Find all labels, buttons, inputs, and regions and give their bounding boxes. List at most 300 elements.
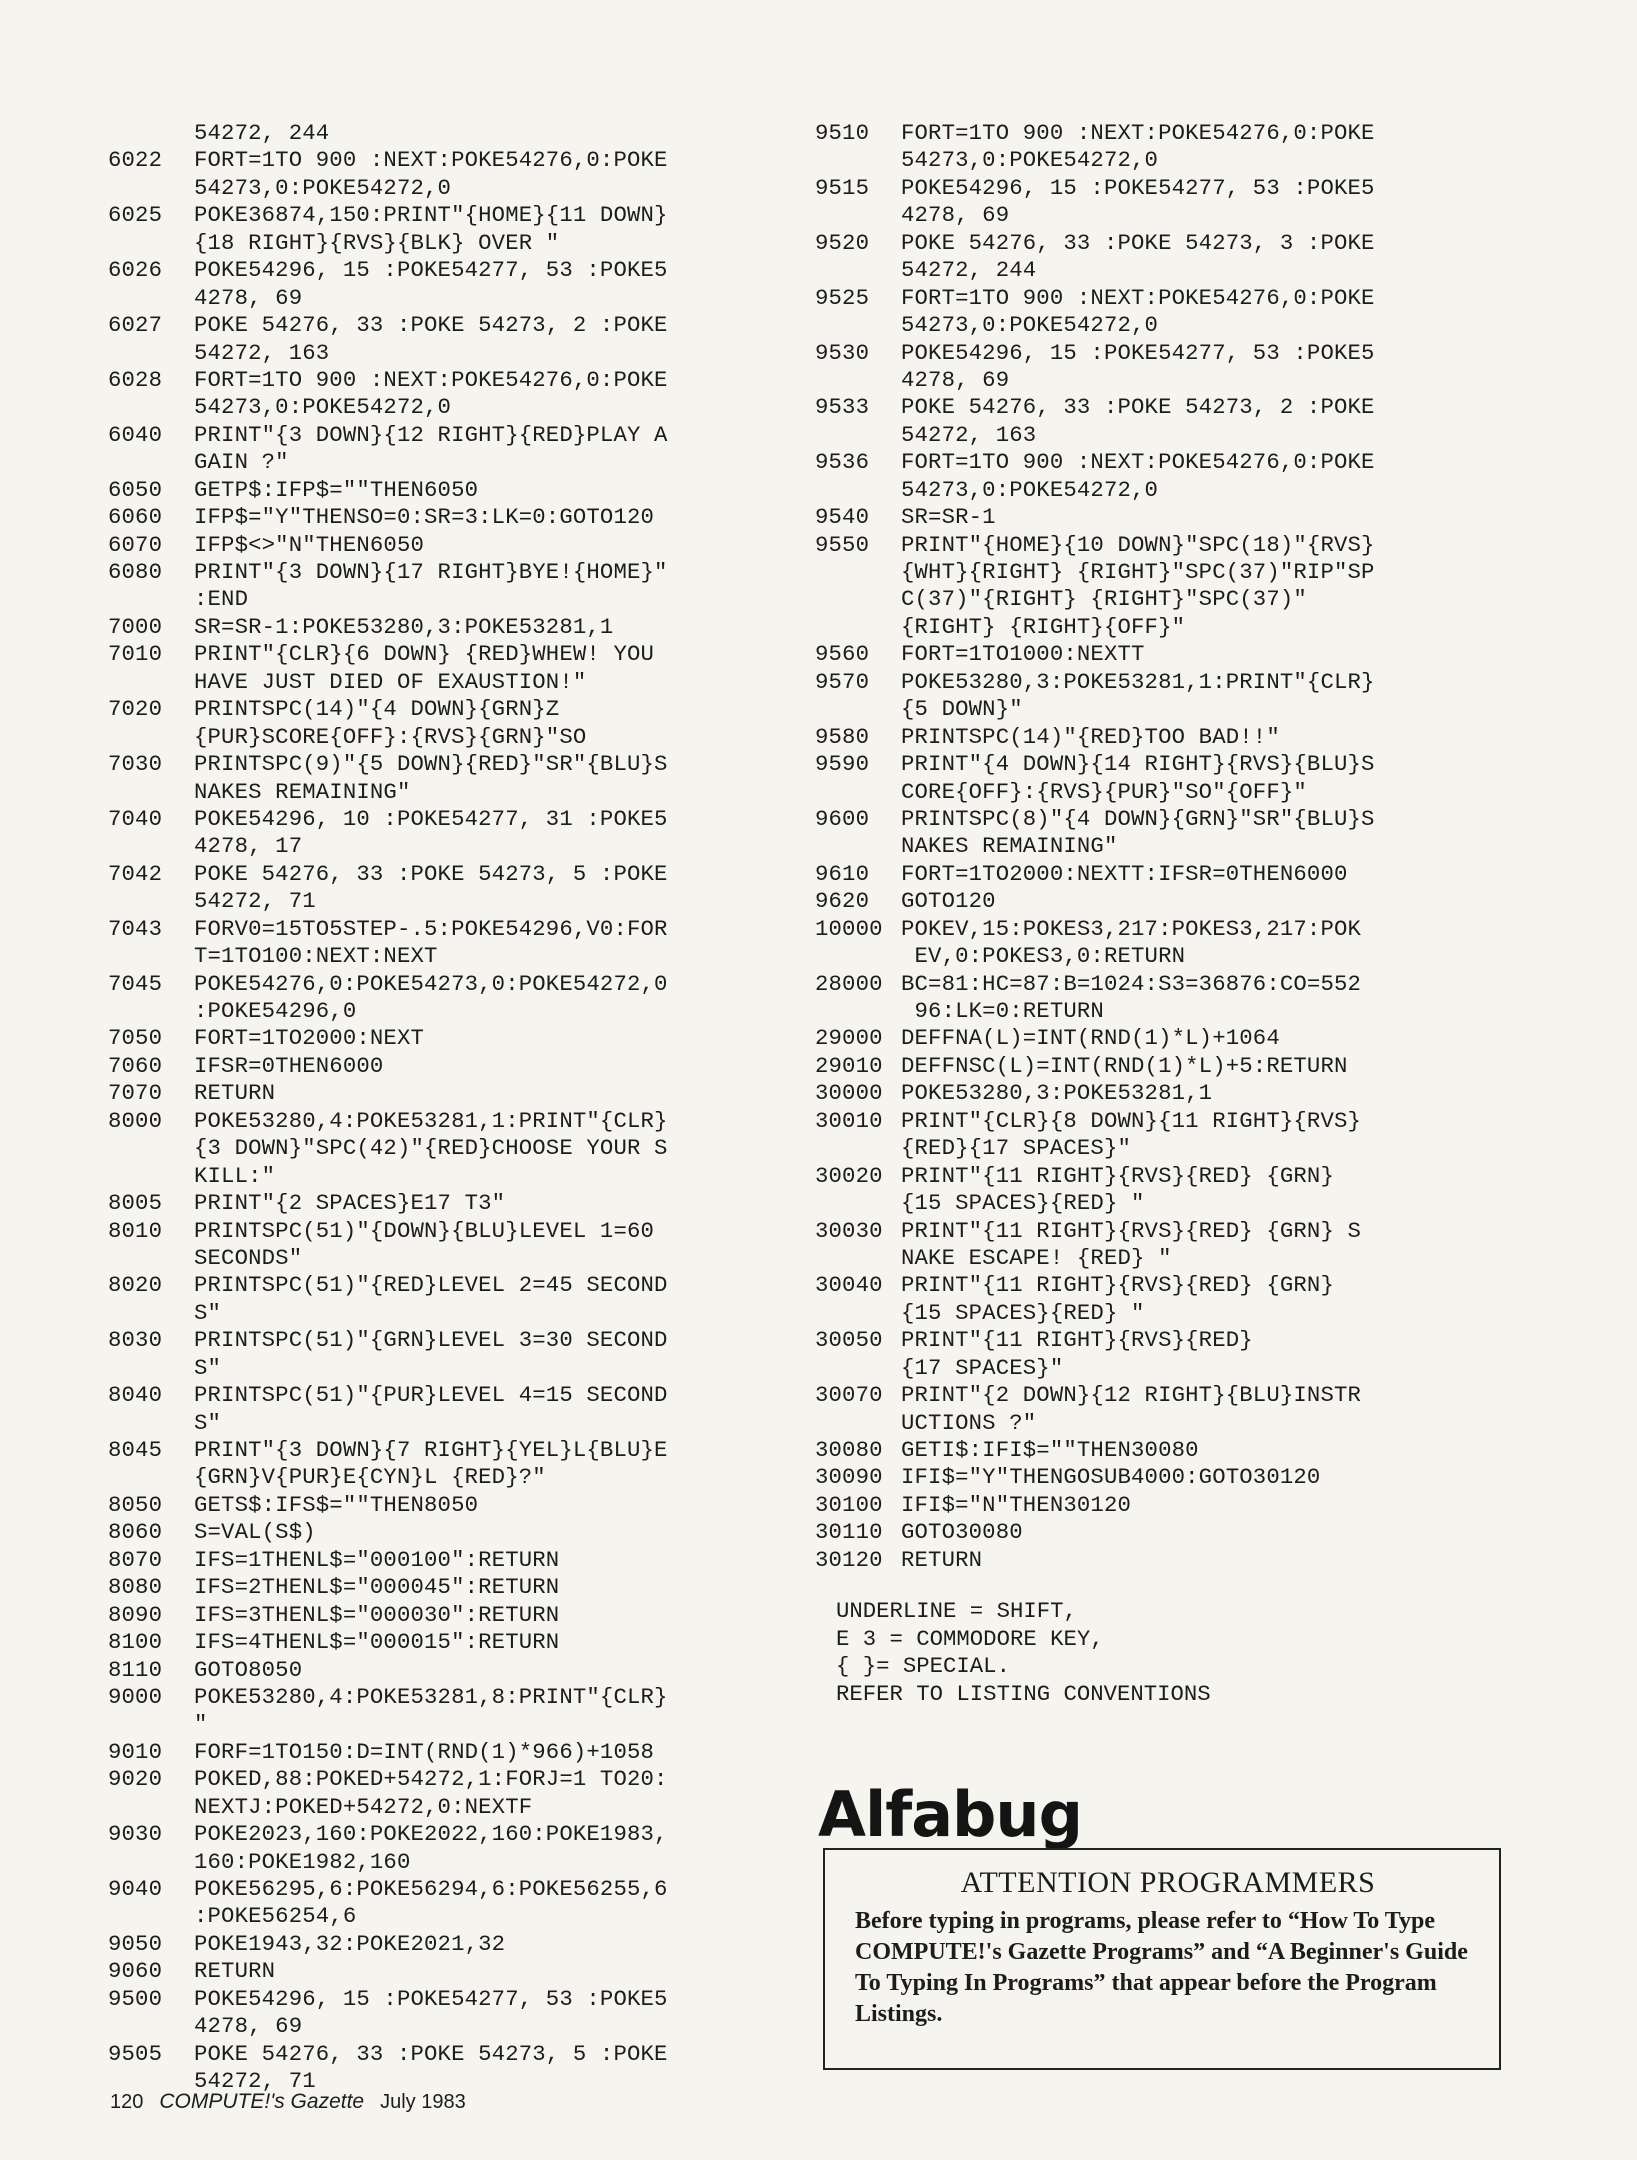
code-text: 4278, 69 <box>901 366 1010 393</box>
line-number <box>108 1794 194 1821</box>
line-number <box>815 614 901 641</box>
code-line <box>108 641 768 668</box>
code-line <box>815 1163 1495 1190</box>
code-text: POKE 54276, 33 :POKE 54273, 2 :POKE <box>194 312 668 339</box>
code-line <box>108 1876 768 1903</box>
code-text: {15 SPACES}{RED} " <box>901 1299 1145 1326</box>
code-line <box>815 312 1495 339</box>
code-text: FORT=1TO 900 :NEXT:POKE54276,0:POKE <box>194 147 668 174</box>
line-number <box>108 669 194 696</box>
line-number: 9505 <box>108 2040 163 2067</box>
code-text: PRINT"{11 RIGHT}{RVS}{RED} {GRN} <box>901 1162 1334 1189</box>
code-line <box>815 1519 1495 1546</box>
legend-line: REFER TO LISTING CONVENTIONS <box>836 1680 1211 1707</box>
code-line <box>108 1739 768 1766</box>
code-text: POKE56295,6:POKE56294,6:POKE56255,6 <box>194 1876 668 1902</box>
line-number <box>815 1190 901 1217</box>
code-line <box>108 751 768 778</box>
code-line <box>108 696 768 723</box>
code-line <box>815 394 1495 421</box>
code-line <box>108 1163 768 1190</box>
code-line <box>108 861 768 888</box>
line-number: 8040 <box>108 1382 163 1409</box>
code-line <box>815 1410 1495 1437</box>
line-number: 6026 <box>108 257 163 284</box>
line-number: 7060 <box>108 1052 163 1079</box>
code-text: PRINT"{CLR}{8 DOWN}{11 RIGHT}{RVS} <box>901 1107 1362 1134</box>
line-number <box>815 1300 901 1327</box>
code-line <box>815 861 1495 888</box>
code-line <box>108 1657 768 1684</box>
code-text: IFI$="N"THEN30120 <box>901 1491 1132 1518</box>
code-line <box>108 833 768 860</box>
line-number: 30090 <box>815 1464 883 1491</box>
code-text: GAIN ?" <box>194 449 289 476</box>
line-number: 7030 <box>108 751 163 778</box>
line-number: 6028 <box>108 366 163 393</box>
section-title: Alfabug <box>818 1778 1082 1851</box>
code-text: S=VAL(S$) <box>194 1519 316 1546</box>
code-text: POKED,88:POKED+54272,1:FORJ=1 TO20: <box>194 1766 668 1793</box>
code-text: 4278, 69 <box>901 202 1010 229</box>
line-number: 29000 <box>815 1025 883 1052</box>
code-line <box>815 367 1495 394</box>
line-number: 30120 <box>815 1546 883 1573</box>
code-line <box>815 1437 1495 1464</box>
code-line <box>815 559 1495 586</box>
line-number: 8090 <box>108 1601 163 1628</box>
code-text: SR=SR-1:POKE53280,3:POKE53281,1 <box>194 613 614 640</box>
code-text: 54272, 71 <box>194 2068 316 2095</box>
code-text: IFS=4THENL$="000015":RETURN <box>194 1629 560 1656</box>
code-line <box>108 1025 768 1052</box>
line-number: 30000 <box>815 1080 883 1107</box>
line-number <box>815 998 901 1025</box>
line-number: 6070 <box>108 531 163 558</box>
code-line <box>815 1300 1495 1327</box>
code-line <box>108 998 768 1025</box>
code-text: {3 DOWN}"SPC(42)"{RED}CHOOSE YOUR S <box>194 1135 668 1162</box>
code-line <box>108 1300 768 1327</box>
code-text: PRINT"{3 DOWN}{12 RIGHT}{RED}PLAY A <box>194 421 668 448</box>
code-text: FORT=1TO 900 :NEXT:POKE54276,0:POKE <box>901 120 1375 146</box>
code-line <box>108 1108 768 1135</box>
code-text: FORT=1TO 900 :NEXT:POKE54276,0:POKE <box>901 284 1375 311</box>
code-line <box>108 1382 768 1409</box>
code-text: 54272, 244 <box>901 257 1037 284</box>
code-text: PRINT"{11 RIGHT}{RVS}{RED} {GRN} <box>901 1272 1334 1299</box>
line-number: 7070 <box>108 1080 163 1107</box>
code-text: {GRN}V{PUR}E{CYN}L {RED}?" <box>194 1464 546 1491</box>
code-line <box>108 257 768 284</box>
code-text: 160:POKE1982,160 <box>194 1848 411 1875</box>
code-text: NAKE ESCAPE! {RED} " <box>901 1244 1172 1271</box>
line-number <box>108 1163 194 1190</box>
line-number: 8000 <box>108 1107 163 1134</box>
page-footer <box>110 2090 466 2114</box>
code-text: 4278, 69 <box>194 284 303 311</box>
code-text: IFP$="Y"THENSO=0:SR=3:LK=0:GOTO120 <box>194 504 655 531</box>
line-number <box>108 1135 194 1162</box>
code-line <box>108 394 768 421</box>
line-number: 30070 <box>815 1382 883 1409</box>
line-number <box>108 943 194 970</box>
line-number <box>815 147 901 174</box>
code-text: :POKE56254,6 <box>194 1903 357 1930</box>
code-text: S" <box>194 1299 222 1326</box>
line-number: 6080 <box>108 559 163 585</box>
code-line <box>108 586 768 613</box>
code-line <box>108 312 768 339</box>
code-line <box>815 779 1495 806</box>
code-line <box>815 175 1495 202</box>
code-text: PRINTSPC(9)"{5 DOWN}{RED}"SR"{BLU}S <box>194 751 668 778</box>
code-line <box>815 202 1495 229</box>
code-text: 54272, 163 <box>901 421 1037 448</box>
code-text: PRINTSPC(8)"{4 DOWN}{GRN}"SR"{BLU}S <box>901 805 1375 832</box>
code-line <box>108 943 768 970</box>
line-number <box>108 175 194 202</box>
code-line <box>108 669 768 696</box>
line-number: 30100 <box>815 1491 883 1518</box>
code-line <box>815 1382 1495 1409</box>
line-number: 7042 <box>108 860 163 887</box>
code-text: POKE54296, 10 :POKE54277, 31 :POKE5 <box>194 805 668 832</box>
code-line <box>108 367 768 394</box>
page-number: 120 <box>110 2091 144 2113</box>
line-number <box>108 1464 194 1491</box>
code-line <box>815 696 1495 723</box>
code-text: S" <box>194 1354 222 1381</box>
line-number <box>815 943 901 970</box>
line-number: 8110 <box>108 1656 163 1683</box>
line-number <box>108 449 194 476</box>
code-text: 54272, 163 <box>194 339 330 366</box>
code-line <box>108 2041 768 2068</box>
line-number: 8010 <box>108 1217 163 1244</box>
line-number: 7040 <box>108 805 163 832</box>
line-number <box>815 779 901 806</box>
code-text: PRINT"{3 DOWN}{7 RIGHT}{YEL}L{BLU}E <box>194 1437 668 1463</box>
code-text: {PUR}SCORE{OFF}:{RVS}{GRN}"SO <box>194 723 587 750</box>
line-number <box>815 833 901 860</box>
code-text: POKE 54276, 33 :POKE 54273, 5 :POKE <box>194 860 668 887</box>
line-number: 29010 <box>815 1052 883 1079</box>
line-number: 9600 <box>815 805 870 832</box>
code-text: PRINT"{11 RIGHT}{RVS}{RED} {GRN} S <box>901 1217 1362 1244</box>
code-text: 4278, 17 <box>194 833 303 860</box>
listing-column-left <box>108 120 768 2096</box>
code-text: 54272, 71 <box>194 888 316 915</box>
line-number: 9550 <box>815 531 870 558</box>
code-text: GOTO30080 <box>901 1519 1023 1546</box>
line-number <box>815 1135 901 1162</box>
line-number <box>815 559 901 586</box>
notice-title: ATTENTION PROGRAMMERS <box>960 1866 1376 1899</box>
code-text: PRINT"{11 RIGHT}{RVS}{RED} <box>901 1327 1253 1354</box>
code-line <box>815 340 1495 367</box>
code-text: POKE53280,4:POKE53281,8:PRINT"{CLR} <box>194 1683 668 1710</box>
code-text: EV,0:POKES3,0:RETURN <box>901 943 1186 970</box>
code-text: {RIGHT} {RIGHT}{OFF}" <box>901 613 1186 640</box>
code-line <box>108 779 768 806</box>
code-text: CORE{OFF}:{RVS}{PUR}"SO"{OFF}" <box>901 778 1307 805</box>
code-line <box>815 916 1495 943</box>
code-line <box>108 1684 768 1711</box>
code-line <box>108 971 768 998</box>
code-text: KILL:" <box>194 1162 276 1189</box>
code-line <box>815 1135 1495 1162</box>
code-line <box>108 1849 768 1876</box>
line-number <box>108 1410 194 1437</box>
code-line <box>108 1574 768 1601</box>
code-text: BC=81:HC=87:B=1024:S3=36876:CO=552 <box>901 970 1362 997</box>
code-text: SECONDS" <box>194 1244 303 1271</box>
code-line <box>815 1355 1495 1382</box>
line-number <box>815 1245 901 1272</box>
code-line <box>108 1958 768 1985</box>
code-line <box>108 1053 768 1080</box>
code-text: PRINTSPC(14)"{4 DOWN}{GRN}Z <box>194 696 560 723</box>
line-number: 9560 <box>815 641 870 668</box>
code-text: PRINTSPC(51)"{DOWN}{BLU}LEVEL 1=60 <box>194 1217 655 1244</box>
code-line <box>815 751 1495 778</box>
code-line <box>108 1080 768 1107</box>
legend-line: { }= SPECIAL. <box>836 1653 1010 1679</box>
code-line <box>108 340 768 367</box>
code-text: POKE54296, 15 :POKE54277, 53 :POKE5 <box>194 257 668 284</box>
code-text: DEFFNA(L)=INT(RND(1)*L)+1064 <box>901 1025 1280 1052</box>
code-text: FORF=1TO150:D=INT(RND(1)*966)+1058 <box>194 1738 655 1765</box>
code-text: FORT=1TO 900 :NEXT:POKE54276,0:POKE <box>901 449 1375 476</box>
line-number: 7000 <box>108 613 163 640</box>
line-number: 30040 <box>815 1272 883 1299</box>
line-number: 8100 <box>108 1629 163 1656</box>
code-line <box>815 1190 1495 1217</box>
code-line <box>108 559 768 586</box>
code-text: 54273,0:POKE54272,0 <box>901 312 1159 339</box>
code-line <box>815 1025 1495 1052</box>
code-text: IFS=1THENL$="000100":RETURN <box>194 1546 560 1573</box>
code-line <box>108 1602 768 1629</box>
line-number <box>108 1711 194 1738</box>
line-number: 9510 <box>815 120 870 146</box>
code-line <box>815 586 1495 613</box>
line-number <box>815 422 901 449</box>
code-line <box>108 1821 768 1848</box>
line-number: 9500 <box>108 1985 163 2012</box>
line-number <box>108 2013 194 2040</box>
code-line <box>108 504 768 531</box>
code-text: POKE 54276, 33 :POKE 54273, 2 :POKE <box>901 394 1375 421</box>
code-line <box>108 422 768 449</box>
code-line <box>108 1355 768 1382</box>
line-number: 9540 <box>815 504 870 531</box>
code-text: T=1TO100:NEXT:NEXT <box>194 943 438 970</box>
code-line <box>108 1903 768 1930</box>
code-text: FORT=1TO2000:NEXTT:IFSR=0THEN6000 <box>901 860 1348 887</box>
code-line <box>815 1218 1495 1245</box>
line-number: 9533 <box>815 394 870 421</box>
line-number: 30050 <box>815 1327 883 1354</box>
code-line <box>815 1492 1495 1519</box>
code-text: 4278, 69 <box>194 2013 303 2040</box>
line-number: 8060 <box>108 1519 163 1546</box>
code-line <box>815 943 1495 970</box>
issue-date: July 1983 <box>380 2091 466 2113</box>
code-line <box>815 614 1495 641</box>
code-text: POKE54296, 15 :POKE54277, 53 :POKE5 <box>901 339 1375 366</box>
code-text: NAKES REMAINING" <box>901 833 1118 860</box>
code-text: PRINT"{3 DOWN}{17 RIGHT}BYE!{HOME}" <box>194 559 668 585</box>
code-line <box>815 669 1495 696</box>
line-number: 6050 <box>108 476 163 503</box>
listing-column-right <box>815 120 1495 1574</box>
code-line <box>108 230 768 257</box>
code-text: POKE54276,0:POKE54273,0:POKE54272,0 <box>194 970 668 997</box>
code-line <box>815 1053 1495 1080</box>
code-text: DEFFNSC(L)=INT(RND(1)*L)+5:RETURN <box>901 1052 1348 1079</box>
code-line <box>815 230 1495 257</box>
line-number: 9520 <box>815 229 870 256</box>
code-line <box>108 916 768 943</box>
code-text: FORT=1TO2000:NEXT <box>194 1025 425 1052</box>
code-line <box>815 532 1495 559</box>
line-number: 8020 <box>108 1272 163 1299</box>
line-number: 30010 <box>815 1107 883 1134</box>
line-number: 6027 <box>108 312 163 339</box>
code-text: {15 SPACES}{RED} " <box>901 1190 1145 1217</box>
code-text: IFP$<>"N"THEN6050 <box>194 531 425 558</box>
line-number: 30030 <box>815 1217 883 1244</box>
code-text: PRINT"{HOME}{10 DOWN}"SPC(18)"{RVS} <box>901 531 1375 558</box>
code-text: RETURN <box>194 1958 276 1985</box>
code-text: POKE2023,160:POKE2022,160:POKE1983, <box>194 1821 668 1848</box>
code-line <box>815 285 1495 312</box>
line-number: 7043 <box>108 915 163 942</box>
code-text: S" <box>194 1409 222 1436</box>
code-line <box>108 2013 768 2040</box>
legend-line: E 3 = COMMODORE KEY, <box>836 1625 1104 1652</box>
line-number: 28000 <box>815 970 883 997</box>
code-text: {17 SPACES}" <box>901 1354 1064 1381</box>
line-number <box>108 285 194 312</box>
code-text: 96:LK=0:RETURN <box>901 998 1104 1024</box>
listing-legend <box>836 1598 1211 1708</box>
code-line <box>815 1245 1495 1272</box>
code-line <box>108 1190 768 1217</box>
code-line <box>108 477 768 504</box>
line-number <box>108 1849 194 1876</box>
code-text: NEXTJ:POKED+54272,0:NEXTF <box>194 1793 533 1820</box>
line-number <box>108 1245 194 1272</box>
code-text: GETS$:IFS$=""THEN8050 <box>194 1491 479 1518</box>
code-line <box>815 971 1495 998</box>
code-line <box>108 1711 768 1738</box>
code-text: UCTIONS ?" <box>901 1409 1037 1436</box>
code-line <box>815 477 1495 504</box>
code-text: PRINT"{4 DOWN}{14 RIGHT}{RVS}{BLU}S <box>901 751 1375 778</box>
code-line <box>815 1108 1495 1135</box>
code-line <box>815 147 1495 174</box>
code-line <box>108 1519 768 1546</box>
code-line <box>815 1547 1495 1574</box>
code-text: C(37)"{RIGHT} {RIGHT}"SPC(37)" <box>901 586 1307 613</box>
code-text: GOTO120 <box>901 888 996 915</box>
code-line <box>815 120 1495 147</box>
line-number <box>815 1410 901 1437</box>
line-number <box>815 312 901 339</box>
code-text: IFS=3THENL$="000030":RETURN <box>194 1601 560 1628</box>
code-text: POKE53280,3:POKE53281,1:PRINT"{CLR} <box>901 668 1375 695</box>
code-text: POKE53280,3:POKE53281,1 <box>901 1080 1213 1107</box>
line-number <box>815 257 901 284</box>
line-number: 9515 <box>815 174 870 201</box>
code-text: IFSR=0THEN6000 <box>194 1052 384 1079</box>
code-text: PRINTSPC(51)"{PUR}LEVEL 4=15 SECOND <box>194 1382 668 1409</box>
code-text: POKE54296, 15 :POKE54277, 53 :POKE5 <box>194 1985 668 2012</box>
line-number: 6060 <box>108 504 163 531</box>
code-line <box>815 1464 1495 1491</box>
line-number: 8080 <box>108 1574 163 1601</box>
code-text: 54273,0:POKE54272,0 <box>901 147 1159 174</box>
line-number: 30080 <box>815 1437 883 1463</box>
code-text: RETURN <box>194 1080 276 1107</box>
code-line <box>815 504 1495 531</box>
code-text: 54272, 244 <box>194 120 330 146</box>
line-number: 8045 <box>108 1437 163 1463</box>
line-number: 7045 <box>108 970 163 997</box>
line-number <box>108 724 194 751</box>
code-text: FORT=1TO 900 :NEXT:POKE54276,0:POKE <box>194 366 668 393</box>
code-text: SR=SR-1 <box>901 504 996 531</box>
magazine-name: COMPUTE!'s Gazette <box>159 2090 365 2113</box>
code-text: {RED}{17 SPACES}" <box>901 1135 1132 1162</box>
line-number <box>108 779 194 806</box>
code-text: FORT=1TO1000:NEXTT <box>901 641 1145 668</box>
code-text: {5 DOWN}" <box>901 696 1023 723</box>
code-line <box>815 998 1495 1025</box>
code-text: PRINTSPC(51)"{RED}LEVEL 2=45 SECOND <box>194 1272 668 1299</box>
code-line <box>815 724 1495 751</box>
line-number: 9525 <box>815 284 870 311</box>
line-number: 10000 <box>815 915 883 942</box>
code-line <box>108 147 768 174</box>
code-text: FORV0=15TO5STEP-.5:POKE54296,V0:FOR <box>194 915 668 942</box>
line-number: 9060 <box>108 1958 163 1985</box>
line-number: 7050 <box>108 1025 163 1052</box>
line-number: 8005 <box>108 1190 163 1217</box>
code-line <box>815 833 1495 860</box>
line-number <box>108 394 194 421</box>
line-number: 9040 <box>108 1876 163 1902</box>
line-number <box>108 120 194 147</box>
code-line <box>815 641 1495 668</box>
line-number <box>108 833 194 860</box>
code-line <box>108 1135 768 1162</box>
line-number: 9050 <box>108 1930 163 1957</box>
code-line <box>108 888 768 915</box>
line-number <box>815 477 901 504</box>
line-number <box>108 998 194 1025</box>
code-line <box>108 1547 768 1574</box>
line-number: 9000 <box>108 1683 163 1710</box>
code-text: GETP$:IFP$=""THEN6050 <box>194 476 479 503</box>
line-number: 7010 <box>108 641 163 668</box>
code-line <box>108 1794 768 1821</box>
code-text: POKE36874,150:PRINT"{HOME}{11 DOWN} <box>194 202 668 229</box>
code-text: GOTO8050 <box>194 1656 303 1683</box>
